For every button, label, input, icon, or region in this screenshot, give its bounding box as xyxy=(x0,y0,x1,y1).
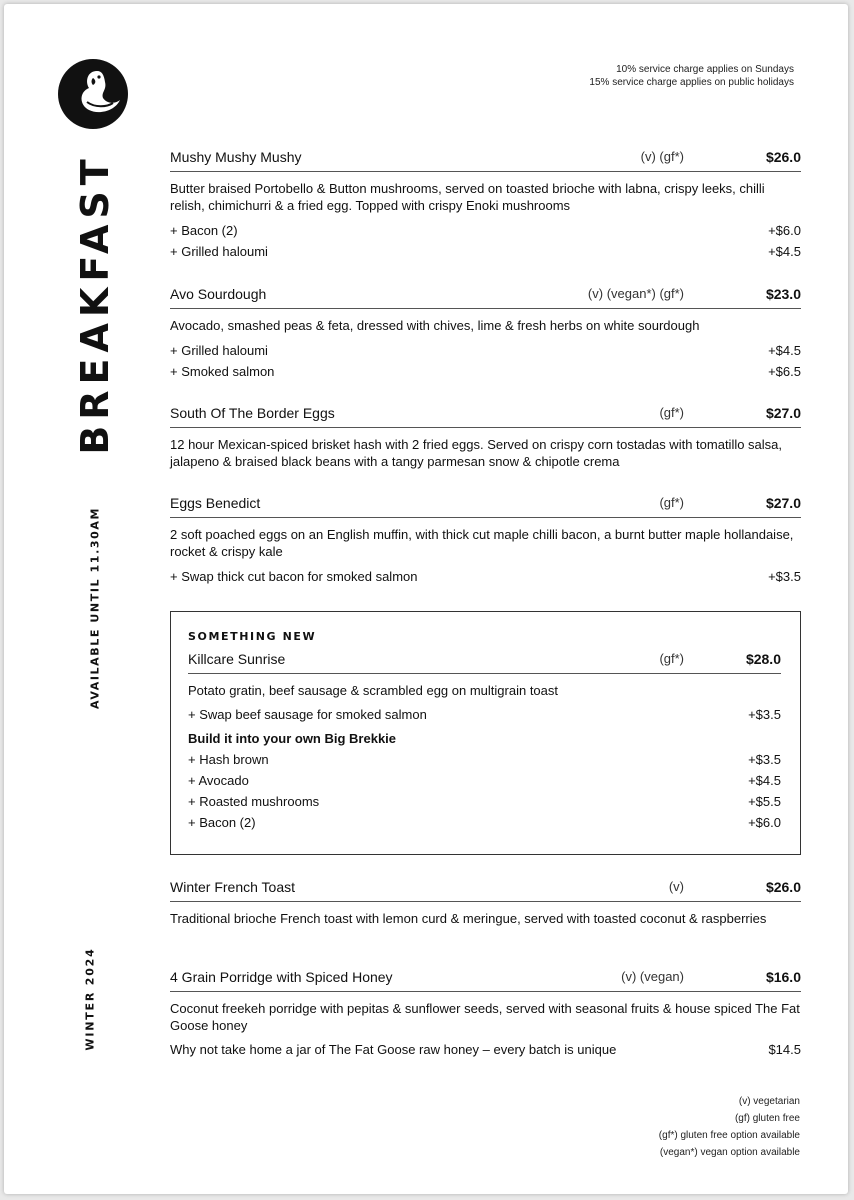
item-price: $28.0 xyxy=(745,651,781,667)
addon-label: + Swap thick cut bacon for smoked salmon xyxy=(170,569,418,584)
addon-row xyxy=(188,749,781,770)
addon-price: +$3.5 xyxy=(748,707,781,722)
item-name: Killcare Sunrise xyxy=(188,651,286,667)
addon-price: +$5.5 xyxy=(748,794,781,809)
legend-entry: (vegan*) vegan option available xyxy=(659,1147,800,1158)
item-tags: (v) (vegan) xyxy=(621,969,684,984)
item-name: 4 Grain Porridge with Spiced Honey xyxy=(170,969,393,985)
addon-price: +$6.5 xyxy=(768,364,801,379)
item-name: Winter French Toast xyxy=(170,879,296,895)
item-tags: (v) (vegan*) (gf*) xyxy=(587,286,684,301)
item-tags: (v) (gf*) xyxy=(640,149,684,164)
season-label: WINTER 2024 xyxy=(83,947,97,1051)
goose-logo-icon xyxy=(57,58,129,130)
addon-row xyxy=(188,812,781,833)
item-price: $27.0 xyxy=(765,405,801,421)
item-name: South Of The Border Eggs xyxy=(170,405,335,421)
item-name: Avo Sourdough xyxy=(170,286,267,302)
addon-row xyxy=(170,566,801,587)
addon-label: + Swap beef sausage for smoked salmon xyxy=(188,707,427,722)
item-price: $26.0 xyxy=(765,879,801,895)
something-new-label: SOMETHING NEW xyxy=(188,630,317,643)
item-description: Traditional brioche French toast with lemon curd & meringue, served with toasted coconut & raspberries xyxy=(170,911,767,926)
addon-label: + Grilled haloumi xyxy=(170,343,268,358)
addon-price: +$4.5 xyxy=(768,343,801,358)
item-tags: (v) xyxy=(668,879,684,894)
menu-item-avo xyxy=(170,285,801,382)
addon-label: + Grilled haloumi xyxy=(170,244,268,259)
dietary-legend xyxy=(659,1093,800,1161)
addon-price: +$6.0 xyxy=(768,223,801,238)
service-note: 10% service charge applies on Sundays xyxy=(616,64,794,75)
addon-row xyxy=(170,220,801,241)
addon-price: +$3.5 xyxy=(768,569,801,584)
addon-label: + Bacon (2) xyxy=(170,223,238,238)
legend-entry: (gf*) gluten free option available xyxy=(658,1130,800,1141)
legend-entry: (v) vegetarian xyxy=(738,1096,800,1107)
addon-price: +$6.0 xyxy=(748,815,781,830)
build-title: Build it into your own Big Brekkie xyxy=(188,731,397,746)
addon-row xyxy=(188,791,781,812)
addon-row xyxy=(170,1039,801,1060)
addon-label: + Roasted mushrooms xyxy=(188,794,320,809)
addon-label: + Bacon (2) xyxy=(188,815,256,830)
item-tags: (gf*) xyxy=(659,405,684,420)
item-description: Avocado, smashed peas & feta, dressed with chives, lime & fresh herbs on white sourdough xyxy=(170,318,700,333)
service-note: 15% service charge applies on public holidays xyxy=(589,77,794,88)
something-new-box xyxy=(170,611,801,855)
addon-price: $14.5 xyxy=(768,1042,801,1057)
item-price: $27.0 xyxy=(765,495,801,511)
item-description: Coconut freekeh porridge with pepitas & sunflower seeds, served with seasonal fruits & house spiced The Fat Goose honey xyxy=(170,1001,800,1033)
addon-row xyxy=(188,770,781,791)
item-name: Mushy Mushy Mushy xyxy=(170,149,302,165)
item-name: Eggs Benedict xyxy=(170,495,261,511)
item-price: $23.0 xyxy=(765,286,801,302)
addon-label: + Hash brown xyxy=(188,752,269,767)
menu-item-south-of-border xyxy=(170,404,801,470)
addon-label: + Avocado xyxy=(188,773,249,788)
menu-item-mushy xyxy=(170,148,801,262)
item-description: 2 soft poached eggs on an English muffin, with thick cut maple chilli bacon, a burnt butter maple hollandaise, rocket & crispy kale xyxy=(170,527,794,559)
item-description: Potato gratin, beef sausage & scrambled egg on multigrain toast xyxy=(188,683,558,698)
item-description: Butter braised Portobello & Button mushrooms, served on toasted brioche with labna, crispy leeks, chilli relish, chimichurri & a fried egg. Topped with crispy Enoki mushrooms xyxy=(170,181,765,213)
addon-row xyxy=(188,704,781,725)
legend-entry: (gf) gluten free xyxy=(734,1113,800,1124)
addon-price: +$4.5 xyxy=(748,773,781,788)
menu-item-eggs-benedict xyxy=(170,494,801,587)
service-charge-notes xyxy=(589,63,794,89)
menu-item-french-toast xyxy=(170,878,801,927)
addon-label: + Smoked salmon xyxy=(170,364,275,379)
item-price: $16.0 xyxy=(765,969,801,985)
item-price: $26.0 xyxy=(765,149,801,165)
item-description: 12 hour Mexican-spiced brisket hash with 2 fried eggs. Served on crispy corn tostadas with tomatillo salsa, jalapeno & braised black beans with a tangy parmesan snow & chipotle crema xyxy=(170,437,783,469)
item-tags: (gf*) xyxy=(659,495,684,510)
addon-row xyxy=(170,361,801,382)
availability-note: AVAILABLE UNTIL 11.30AM xyxy=(88,506,102,710)
addon-price: +$4.5 xyxy=(768,244,801,259)
addon-row xyxy=(170,241,801,262)
item-tags: (gf*) xyxy=(659,651,684,666)
addon-price: +$3.5 xyxy=(748,752,781,767)
menu-title: BREAKFAST xyxy=(73,153,117,455)
addon-row xyxy=(170,340,801,361)
addon-label: Why not take home a jar of The Fat Goose raw honey – every batch is unique xyxy=(170,1042,617,1057)
menu-item-porridge xyxy=(170,968,801,1060)
